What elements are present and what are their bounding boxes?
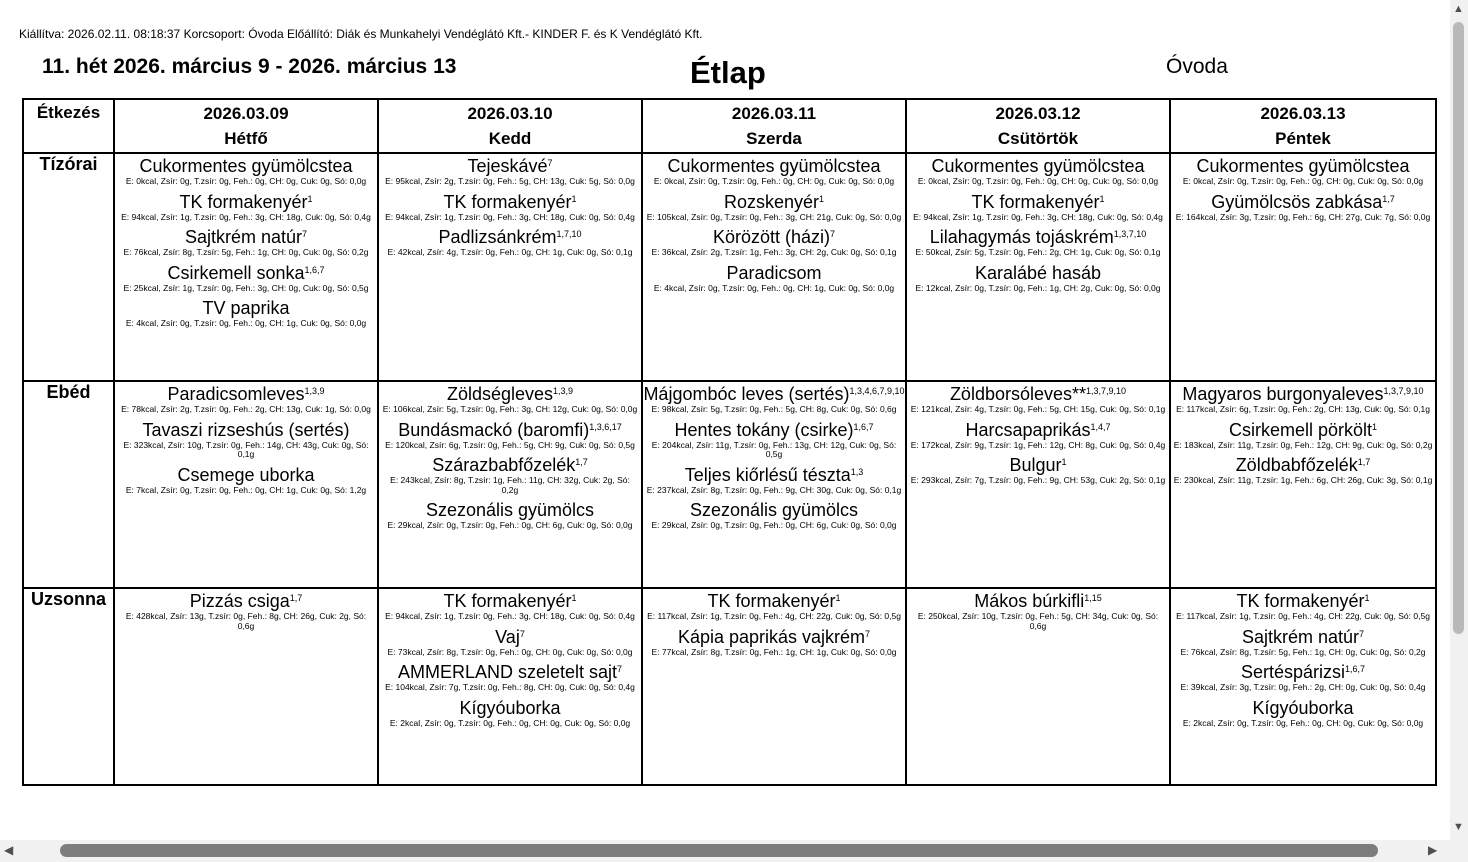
menu-item [115,463,377,499]
menu-item [643,463,905,499]
food-name: TK formakenyér [179,191,308,212]
food-name: Bundásmackó (baromfi) [398,419,590,440]
food-name: Mákos búrkifli [974,591,1085,611]
nutrition-info: E: 7kcal, Zsír: 0g, T.zsír: 0g, Feh.: 0g, CH: 1g, Cuk: 0g, Só: 1,2g [125,484,367,495]
issued-info: Kiállítva: 2026.02.11. 08:18:37 Korcsoport: Óvoda Előállító: Diák és Munkahelyi Vendéglátó Kft.- KINDER F. és K Vendéglátó Kft. [19,27,703,41]
food-line [643,190,905,213]
food-name: Csirkemell pörkölt [1228,419,1373,440]
food-line [643,154,905,177]
menu-item [643,154,905,190]
allergen-codes: 7 [865,628,871,639]
food-line [907,589,1169,612]
food-line [379,418,641,441]
allergen-codes: 1,6,7 [1345,664,1366,674]
menu-item [1171,418,1435,454]
food-name: Csemege uborka [177,464,315,485]
nutrition-info: E: 50kcal, Zsír: 5g, T.zsír: 0g, Feh.: 2g, CH: 1g, Cuk: 0g, Só: 0,1g [915,247,1161,257]
menu-item [643,418,905,463]
allergen-codes: 1,7 [1357,457,1371,467]
food-name: Sajtkrém natúr [1241,626,1360,647]
day-name: Csütörtök [997,129,1079,148]
menu-cell [906,153,1170,381]
nutrition-info: E: 73kcal, Zsír: 8g, T.zsír: 0g, Feh.: 0g, CH: 0g, Cuk: 0g, Só: 0,0g [387,646,633,657]
menu-cell [642,381,906,588]
scrollbar-corner [1450,840,1468,862]
nutrition-info: E: 94kcal, Zsír: 1g, T.zsír: 0g, Feh.: 3g, CH: 18g, Cuk: 0g, Só: 0,4g [121,211,371,222]
nutrition-info: E: 0kcal, Zsír: 0g, T.zsír: 0g, Feh.: 0g, CH: 0g, Cuk: 0g, Só: 0,0g [653,176,895,186]
menu-item [907,190,1169,226]
food-name: Sertéspárizsi [1240,662,1345,682]
horizontal-scroll-thumb[interactable] [60,844,1378,857]
scroll-up-icon[interactable]: ▲ [1453,3,1464,15]
nutrition-info: E: 0kcal, Zsír: 0g, T.zsír: 0g, Feh.: 0g, CH: 0g, Cuk: 0g, Só: 0,0g [917,176,1159,186]
menu-cell [378,153,642,381]
menu-cell [114,381,378,588]
menu-item [379,625,641,661]
menu-item [1171,660,1435,696]
food-line [1171,418,1435,441]
nutrition-info: E: 98kcal, Zsír: 5g, T.zsír: 0g, Feh.: 5g, CH: 8g, Cuk: 0g, Só: 0,6g [651,404,897,414]
allergen-codes: 1,7,10 [556,229,582,239]
food-line [1171,589,1435,612]
menu-item [115,154,377,190]
food-line [379,225,641,248]
page-title: Étlap [690,55,766,90]
nutrition-info: E: 39kcal, Zsír: 3g, T.zsír: 0g, Feh.: 2g, CH: 0g, Cuk: 0g, Só: 0,4g [1180,682,1426,692]
food-line [1171,696,1435,719]
allergen-codes: 1,4,7 [1090,421,1111,432]
nutrition-info: E: 94kcal, Zsír: 1g, T.zsír: 0g, Feh.: 3g, CH: 18g, Cuk: 0g, Só: 0,4g [385,211,635,222]
allergen-codes: 1,15 [1084,593,1102,603]
menu-item [1171,589,1435,625]
food-name: TK formakenyér [443,191,572,212]
food-line [115,154,377,177]
allergen-codes: 1 [835,593,841,603]
food-name: Lilahagymás tojáskrém [929,227,1114,247]
menu-cell [378,588,642,785]
food-line [1171,382,1435,405]
food-name: Karalábé hasáb [974,262,1102,283]
menu-item [907,154,1169,190]
meal-name: Tízórai [23,153,114,381]
food-line [907,418,1169,441]
menu-table [22,98,1437,786]
food-name: Körözött (házi) [712,227,831,247]
menu-cell [642,153,906,381]
day-name: Hétfő [224,129,268,148]
menu-item [115,225,377,261]
meal-name: Ebéd [23,381,114,588]
food-name: Paradicsom [726,262,822,283]
meal-row [23,153,1436,381]
menu-cell [114,588,378,785]
food-line [379,696,641,719]
allergen-codes: 1 [571,193,577,204]
age-group: Óvoda [1166,55,1228,78]
menu-item [643,498,905,534]
allergen-codes: 1,3,4,6,7,9,10 [849,386,905,396]
day-header [1170,99,1436,153]
allergen-codes: 1,3,7,10 [1113,229,1147,239]
food-name: Cukormentes gyümölcstea [139,156,353,176]
food-name: Paradicsomleves [167,384,305,404]
food-name: Zöldborsóleves** [949,384,1087,404]
allergen-codes: 1,6,7 [304,264,325,275]
allergen-codes: 1,7 [289,593,303,603]
nutrition-info: E: 94kcal, Zsír: 1g, T.zsír: 0g, Feh.: 3g, CH: 18g, Cuk: 0g, Só: 0,4g [385,611,635,621]
allergen-codes: 1,3,9 [553,386,574,396]
food-name: Kápia paprikás vajkrém [677,626,866,647]
menu-item [643,225,905,261]
food-line [1171,660,1435,683]
menu-item [379,418,641,454]
food-name: Tavaszi rizsеshús (sertés) [142,419,350,440]
food-name: Kígyóuborka [1252,697,1354,718]
food-name: Cukormentes gyümölcstea [1196,156,1410,176]
food-name: Zöldbabfőzelék [1235,455,1358,475]
menu-item [907,261,1169,297]
menu-item [379,190,641,226]
menu-item [1171,453,1435,489]
food-line [1171,625,1435,648]
menu-item [379,660,641,696]
food-name: Padlizsánkrém [438,227,557,247]
day-header [642,99,906,153]
food-name: TK formakenyér [707,591,836,611]
menu-item [1171,190,1435,226]
allergen-codes: 1,3 [850,466,864,477]
food-name: Pizzás csiga [189,591,290,611]
nutrition-info: E: 243kcal, Zsír: 8g, T.zsír: 1g, Feh.: 11g, CH: 32g, Cuk: 2g, Só: 0,2g [390,475,630,495]
food-name: TK formakenyér [971,191,1100,212]
menu-cell [642,588,906,785]
food-name: TV paprika [202,298,290,318]
food-name: Hentes tokány (csirke) [674,419,854,440]
menu-item [1171,382,1435,418]
food-line [115,418,377,441]
food-line [115,382,377,405]
allergen-codes: 7 [302,229,308,239]
menu-item [643,190,905,226]
food-line [643,261,905,284]
menu-item [643,625,905,661]
food-name: Teljes kiőrlésű tészta [684,464,851,485]
menu-item [379,696,641,732]
nutrition-info: E: 2kcal, Zsír: 0g, T.zsír: 0g, Feh.: 0g, CH: 0g, Cuk: 0g, Só: 0,0g [1182,717,1424,728]
day-date: 2026.03.09 [203,104,289,123]
menu-item [907,225,1169,261]
day-header [378,99,642,153]
menu-cell [1170,381,1436,588]
scroll-right-icon[interactable]: ▶ [1428,843,1438,857]
food-name: AMMERLAND szeletelt sajt [397,662,618,682]
menu-item [643,382,905,418]
food-line [907,453,1169,476]
allergen-codes: 1,3,7,9,10 [1086,386,1127,396]
allergen-codes: 1 [1099,193,1105,204]
allergen-codes: 1 [307,193,313,204]
food-line [907,154,1169,177]
food-name: Májgombóc leves (sertés) [643,384,850,404]
food-line [379,660,641,683]
food-line [379,498,641,521]
menu-item [379,589,641,625]
menu-cell [1170,153,1436,381]
food-name: Cukormentes gyümölcstea [931,156,1145,176]
nutrition-info: E: 78kcal, Zsír: 2g, T.zsír: 0g, Feh.: 2g, CH: 13g, Cuk: 1g, Só: 0,0g [121,404,371,414]
food-line [643,418,905,441]
nutrition-info: E: 117kcal, Zsír: 6g, T.zsír: 0g, Feh.: 2g, CH: 13g, Cuk: 0g, Só: 0,1g [1176,404,1430,414]
nutrition-info: E: 120kcal, Zsír: 6g, T.zsír: 0g, Feh.: 5g, CH: 9g, Cuk: 0g, Só: 0,5g [385,439,635,450]
food-name: TK formakenyér [1236,591,1365,611]
day-date: 2026.03.12 [995,104,1081,123]
nutrition-info: E: 428kcal, Zsír: 13g, T.zsír: 0g, Feh.: 8g, CH: 26g, Cuk: 2g, Só: 0,6g [125,611,367,631]
nutrition-info: E: 106kcal, Zsír: 5g, T.zsír: 0g, Feh.: 3g, CH: 12g, Cuk: 0g, Só: 0,0g [382,404,638,414]
menu-item [907,453,1169,489]
food-name: Gyümölcsös zabkása [1211,191,1383,212]
menu-item [115,382,377,418]
meal-column-header: Étkezés [23,99,114,153]
allergen-codes: 1 [1061,457,1067,467]
menu-item [907,382,1169,418]
allergen-codes: 1,6,7 [853,421,874,432]
food-name: Zöldségleves [446,384,554,404]
menu-item [907,418,1169,454]
food-line [1171,453,1435,476]
nutrition-info: E: 230kcal, Zsír: 11g, T.zsír: 1g, Feh.: 6g, CH: 26g, Cuk: 3g, Só: 0,1g [1173,475,1433,485]
nutrition-info: E: 183kcal, Zsír: 11g, T.zsír: 0g, Feh.: 12g, CH: 9g, Cuk: 0g, Só: 0,2g [1173,439,1433,450]
nutrition-info: E: 77kcal, Zsír: 8g, T.zsír: 0g, Feh.: 1g, CH: 1g, Cuk: 0g, Só: 0,0g [651,646,897,657]
scroll-down-icon[interactable]: ▼ [1453,821,1464,833]
nutrition-info: E: 204kcal, Zsír: 11g, T.zsír: 0g, Feh.: 13g, CH: 12g, Cuk: 0g, Só: 0,5g [651,439,897,459]
nutrition-info: E: 4kcal, Zsír: 0g, T.zsír: 0g, Feh.: 0g, CH: 1g, Cuk: 0g, Só: 0,0g [125,318,367,328]
menu-item [115,589,377,634]
horizontal-scrollbar[interactable] [0,840,1450,862]
nutrition-info: E: 0kcal, Zsír: 0g, T.zsír: 0g, Feh.: 0g, CH: 0g, Cuk: 0g, Só: 0,0g [125,176,367,186]
nutrition-info: E: 237kcal, Zsír: 8g, T.zsír: 0g, Feh.: 9g, CH: 30g, Cuk: 0g, Só: 0,1g [646,484,902,495]
food-line [643,498,905,521]
food-line [907,382,1169,405]
vertical-scroll-thumb[interactable] [1453,22,1464,634]
allergen-codes: 7 [1359,628,1365,639]
allergen-codes: 1,7 [1382,193,1395,204]
meal-name: Uzsonna [23,588,114,785]
scroll-left-icon[interactable]: ◀ [4,843,14,857]
food-name: Szezonális gyümölcs [689,500,859,520]
nutrition-info: E: 36kcal, Zsír: 2g, T.zsír: 1g, Feh.: 3g, CH: 2g, Cuk: 0g, Só: 0,1g [651,247,897,257]
table-header-row [23,99,1436,153]
menu-cell [906,588,1170,785]
menu-item [643,589,905,625]
nutrition-info: E: 76kcal, Zsír: 8g, T.zsír: 5g, Feh.: 1g, CH: 0g, Cuk: 0g, Só: 0,2g [1180,646,1426,657]
food-name: TK formakenyér [443,591,572,611]
food-name: Rozskenyér [723,191,820,212]
food-line [379,154,641,177]
nutrition-info: E: 121kcal, Zsír: 4g, T.zsír: 0g, Feh.: 5g, CH: 15g, Cuk: 0g, Só: 0,1g [910,404,1166,414]
food-line [379,190,641,213]
menu-item [643,261,905,297]
week-range: 11. hét 2026. március 9 - 2026. március 13 [42,55,457,78]
day-name: Szerda [746,129,802,148]
food-line [643,225,905,248]
menu-item [379,225,641,261]
nutrition-info: E: 172kcal, Zsír: 9g, T.zsír: 1g, Feh.: 12g, CH: 8g, Cuk: 0g, Só: 0,4g [910,439,1166,450]
meal-row [23,588,1436,785]
menu-item [1171,696,1435,732]
menu-item [115,190,377,226]
day-name: Kedd [488,129,532,148]
nutrition-info: E: 25kcal, Zsír: 1g, T.zsír: 0g, Feh.: 3g, CH: 0g, Cuk: 0g, Só: 0,5g [123,282,369,293]
nutrition-info: E: 95kcal, Zsír: 2g, T.zsír: 0g, Feh.: 5g, CH: 13g, Cuk: 5g, Só: 0,0g [385,176,635,186]
food-name: Vaj [495,626,520,647]
nutrition-info: E: 117kcal, Zsír: 1g, T.zsír: 0g, Feh.: 4g, CH: 22g, Cuk: 0g, Só: 0,5g [647,611,901,621]
food-line [907,261,1169,284]
food-name: Harcsapaprikás [965,419,1091,440]
menu-item [115,296,377,332]
food-line [379,625,641,648]
food-line [115,261,377,284]
allergen-codes: 1,3,7,9,10 [1383,386,1424,396]
food-line [1171,190,1435,213]
allergen-codes: 1,3,9 [304,386,325,396]
nutrition-info: E: 12kcal, Zsír: 0g, T.zsír: 0g, Feh.: 1g, CH: 2g, Cuk: 0g, Só: 0,0g [915,282,1161,293]
nutrition-info: E: 117kcal, Zsír: 1g, T.zsír: 0g, Feh.: 4g, CH: 22g, Cuk: 0g, Só: 0,5g [1176,611,1430,621]
day-header [114,99,378,153]
allergen-codes: 7 [617,664,623,674]
nutrition-info: E: 29kcal, Zsír: 0g, T.zsír: 0g, Feh.: 0g, CH: 6g, Cuk: 0g, Só: 0,0g [387,520,633,530]
allergen-codes: 1,3,6,17 [589,421,622,432]
meal-row [23,381,1436,588]
nutrition-info: E: 2kcal, Zsír: 0g, T.zsír: 0g, Feh.: 0g, CH: 0g, Cuk: 0g, Só: 0,0g [389,717,631,728]
menu-item [115,418,377,463]
nutrition-info: E: 105kcal, Zsír: 0g, T.zsír: 0g, Feh.: 3g, CH: 21g, Cuk: 0g, Só: 0,0g [646,211,902,222]
menu-item [115,261,377,297]
food-name: Cukormentes gyümölcstea [667,156,881,176]
nutrition-info: E: 76kcal, Zsír: 8g, T.zsír: 5g, Feh.: 1g, CH: 0g, Cuk: 0g, Só: 0,2g [123,247,369,257]
allergen-codes: 1 [819,193,825,204]
food-line [643,382,905,405]
nutrition-info: E: 250kcal, Zsír: 10g, T.zsír: 0g, Feh.: 5g, CH: 34g, Cuk: 0g, Só: 0,6g [917,611,1159,631]
nutrition-info: E: 42kcal, Zsír: 4g, T.zsír: 0g, Feh.: 0g, CH: 1g, Cuk: 0g, Só: 0,1g [387,247,633,257]
food-line [115,296,377,319]
food-line [379,589,641,612]
food-line [1171,154,1435,177]
food-name: Szárazbabfőzelék [432,455,576,475]
allergen-codes: 1 [571,593,577,603]
food-name: Kígyóuborka [459,697,561,718]
food-name: Tejeskávé [467,156,548,176]
food-line [115,190,377,213]
allergen-codes: 7 [547,158,553,168]
day-date: 2026.03.13 [1260,104,1346,123]
nutrition-info: E: 323kcal, Zsír: 10g, T.zsír: 0g, Feh.: 14g, CH: 43g, Cuk: 0g, Só: 0,1g [123,439,369,459]
food-line [643,463,905,486]
food-name: Sajtkrém natúr [184,227,303,247]
allergen-codes: 7 [519,628,525,639]
allergen-codes: 1 [1372,421,1378,432]
food-name: Szezonális gyümölcs [425,500,595,520]
menu-item [379,453,641,498]
food-name: Csirkemell sonka [167,262,305,283]
allergen-codes: 7 [830,229,836,239]
menu-item [907,589,1169,634]
food-line [907,225,1169,248]
nutrition-info: E: 94kcal, Zsír: 1g, T.zsír: 0g, Feh.: 3g, CH: 18g, Cuk: 0g, Só: 0,4g [913,211,1163,222]
food-line [379,453,641,476]
menu-cell [378,381,642,588]
food-line [115,589,377,612]
menu-cell [1170,588,1436,785]
day-date: 2026.03.11 [731,104,817,123]
nutrition-info: E: 104kcal, Zsír: 7g, T.zsír: 0g, Feh.: 8g, CH: 0g, Cuk: 0g, Só: 0,4g [385,682,635,692]
menu-item [1171,154,1435,190]
allergen-codes: 1,7 [575,457,588,467]
food-line [379,382,641,405]
food-line [643,589,905,612]
food-line [115,225,377,248]
menu-cell [114,153,378,381]
menu-item [1171,625,1435,661]
nutrition-info: E: 29kcal, Zsír: 0g, T.zsír: 0g, Feh.: 0g, CH: 6g, Cuk: 0g, Só: 0,0g [651,520,897,530]
nutrition-info: E: 164kcal, Zsír: 3g, T.zsír: 0g, Feh.: 6g, CH: 27g, Cuk: 7g, Só: 0,0g [1175,211,1431,222]
food-name: Magyaros burgonyaleves [1182,384,1384,404]
food-line [115,463,377,486]
nutrition-info: E: 293kcal, Zsír: 7g, T.zsír: 0g, Feh.: 9g, CH: 53g, Cuk: 2g, Só: 0,1g [910,475,1166,485]
day-header [906,99,1170,153]
day-date: 2026.03.10 [467,104,553,123]
vertical-scrollbar[interactable] [1450,0,1468,840]
day-name: Péntek [1275,129,1331,148]
food-name: Bulgur [1009,455,1062,475]
nutrition-info: E: 4kcal, Zsír: 0g, T.zsír: 0g, Feh.: 0g, CH: 1g, Cuk: 0g, Só: 0,0g [653,282,895,293]
menu-item [379,382,641,418]
food-line [643,625,905,648]
food-line [907,190,1169,213]
allergen-codes: 1 [1364,593,1370,603]
nutrition-info: E: 0kcal, Zsír: 0g, T.zsír: 0g, Feh.: 0g, CH: 0g, Cuk: 0g, Só: 0,0g [1182,176,1424,186]
menu-cell [906,381,1170,588]
menu-item [379,498,641,534]
menu-item [379,154,641,190]
